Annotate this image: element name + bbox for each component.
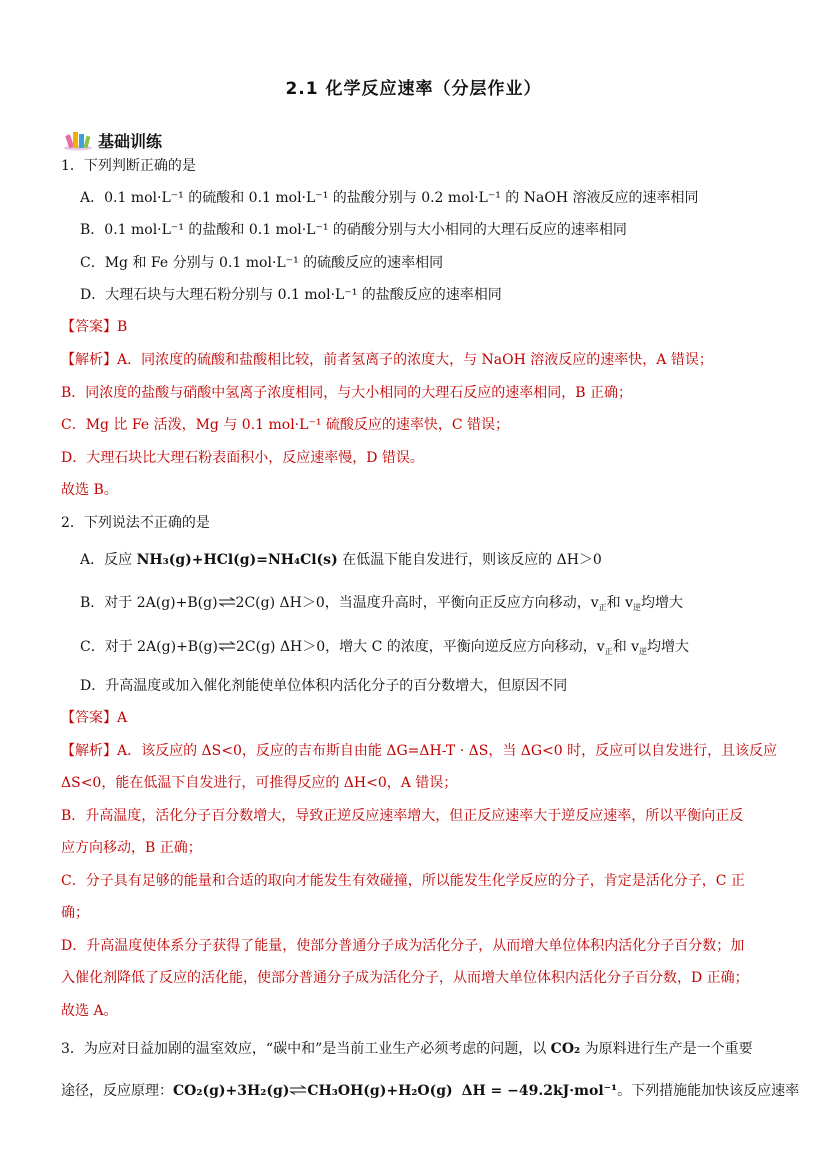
q2-analysis-line: B．升高温度，活化分子百分数增大，导致正逆反应速率增大，但正反应速率大于逆反应速率，所以平衡向正反 (61, 808, 744, 824)
equilibrium-arrow-icon (218, 593, 236, 613)
q2-option-a-prefix: A．反应 (80, 552, 137, 568)
q2-option-d: D．升高温度或加入催化剂能使单位体积内活化分子的百分数增大，但原因不同 (80, 678, 568, 694)
q3-formula-co2: CO₂ (550, 1041, 581, 1057)
q1-analysis-line: C．Mg 比 Fe 活泼，Mg 与 0.1 mol·L⁻¹ 硫酸反应的速率快，C 错误； (61, 417, 510, 433)
q2-option-c (80, 637, 689, 662)
subscript-forward: 正 (604, 647, 613, 656)
page-title: 2.1 化学反应速率（分层作业） (285, 79, 542, 99)
q1-option-a: A．0.1 mol·L⁻¹ 的硫酸和 0.1 mol·L⁻¹ 的盐酸分别与 0.2 mol·L⁻¹ 的 NaOH 溶液反应的速率相同 (80, 190, 699, 206)
equilibrium-arrow-icon (218, 637, 236, 657)
books-icon (62, 129, 94, 151)
q3-line-1-prefix: 3．为应对日益加剧的温室效应，“碳中和”是当前工业生产必须考虑的问题，以 (61, 1041, 551, 1057)
q2-option-c-prefix: C．对于 2A(g)+B(g) (80, 639, 218, 655)
q2-stem: 2．下列说法不正确的是 (61, 515, 210, 531)
q3-enthalpy: ΔH = −49.2kJ·mol⁻¹ (461, 1083, 618, 1099)
q2-option-a-suffix: 在低温下能自发进行，则该反应的 ΔH＞0 (337, 552, 602, 568)
q2-option-b-text: 2C(g) ΔH＞0，当温度升高时，平衡向正反应方向移动，v (235, 595, 599, 611)
q3-line-2-suffix: 。下列措施能加快该反应速率 (617, 1083, 800, 1099)
q2-analysis-line: ΔS<0，能在低温下自发进行，可推得反应的 ΔH<0，A 错误； (61, 775, 458, 791)
q2-option-b-mid: 和 v (606, 595, 633, 611)
q1-analysis-line: D．大理石块比大理石粉表面积小，反应速率慢，D 错误。 (61, 450, 424, 466)
q2-option-a-formula: NH₃(g)+HCl(g)=NH₄Cl(s) (136, 552, 338, 568)
equilibrium-arrow-icon (289, 1081, 307, 1101)
section-label: 基础训练 (98, 131, 163, 151)
section-heading (62, 128, 162, 152)
q2-analysis-line: D．升高温度使体系分子获得了能量，使部分普通分子成为活化分子，从而增大单位体积内活化分子百分数；加 (61, 938, 745, 954)
q2-analysis-line: 确； (61, 905, 89, 921)
q3-line-2-prefix: 途径，反应原理： (61, 1083, 173, 1099)
subscript-forward: 正 (598, 603, 607, 612)
q3-line-1 (61, 1039, 753, 1059)
q1-option-b: B．0.1 mol·L⁻¹ 的盐酸和 0.1 mol·L⁻¹ 的硝酸分别与大小相同的大理石反应的速率相同 (80, 222, 627, 238)
q1-option-c: C．Mg 和 Fe 分别与 0.1 mol·L⁻¹ 的硫酸反应的速率相同 (80, 255, 444, 271)
q1-analysis-line: 【解析】A．同浓度的硫酸和盐酸相比较，前者氢离子的浓度大，与 NaOH 溶液反应的速率快，A 错误； (61, 352, 713, 368)
q2-analysis-line: C．分子具有足够的能量和合适的取向才能发生有效碰撞，所以能发生化学反应的分子，肯定是活化分子，C 正 (61, 873, 745, 889)
q3-reactants: CO₂(g)+3H₂(g) (173, 1083, 290, 1099)
q2-analysis-line: 应方向移动，B 正确； (61, 840, 202, 856)
q1-analysis-line: 故选 B。 (61, 482, 118, 498)
q2-answer: 【答案】A (61, 710, 128, 726)
q1-stem: 1．下列判断正确的是 (61, 158, 196, 174)
q2-option-c-text: 2C(g) ΔH＞0，增大 C 的浓度，平衡向逆反应方向移动，v (235, 639, 605, 655)
q2-analysis-line: 入催化剂降低了反应的活化能，使部分普通分子成为活化分子，从而增大单位体积内活化分子百分数，D 正确； (61, 970, 749, 986)
subscript-reverse: 逆 (633, 603, 641, 612)
q2-option-b-end: 均增大 (641, 595, 683, 611)
q3-line-1-suffix: 为原料进行生产是一个重要 (580, 1041, 753, 1057)
q1-option-d: D．大理石块与大理石粉分别与 0.1 mol·L⁻¹ 的盐酸反应的速率相同 (80, 287, 502, 303)
q2-option-a (80, 550, 602, 570)
subscript-reverse: 逆 (639, 647, 648, 656)
q1-analysis-line: B．同浓度的盐酸与硝酸中氢离子浓度相同，与大小相同的大理石反应的速率相同，B 正确； (61, 385, 633, 401)
q3-line-2 (61, 1081, 799, 1101)
q2-option-c-mid: 和 v (612, 639, 640, 655)
q2-option-b-prefix: B．对于 2A(g)+B(g) (80, 595, 218, 611)
q2-option-b (80, 593, 683, 618)
q2-option-c-end: 均增大 (647, 639, 690, 655)
q2-analysis-line: 故选 A。 (61, 1003, 118, 1019)
q1-answer: 【答案】B (61, 319, 128, 335)
q3-products: CH₃OH(g)+H₂O(g) (307, 1083, 453, 1099)
q2-analysis-line: 【解析】A．该反应的 ΔS<0，反应的吉布斯自由能 ΔG=ΔH-T · ΔS，当 ΔG<0 时，反应可以自发进行，且该反应 (61, 743, 778, 759)
